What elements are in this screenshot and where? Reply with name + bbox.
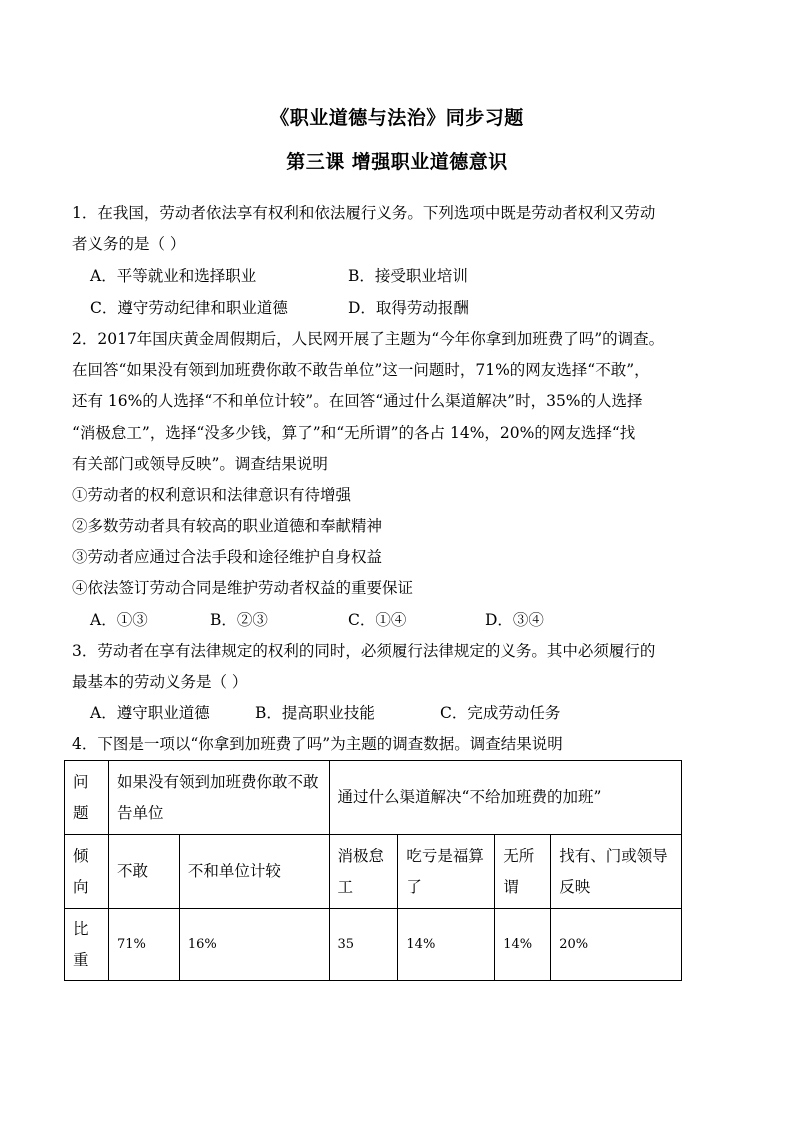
- survey-question-1: 如果没有领到加班费你敢不敢告单位: [108, 761, 329, 835]
- tendency-cell: 无所谓: [495, 835, 551, 909]
- row-label-question: 问题: [65, 761, 109, 835]
- proportion-cell: 71%: [108, 909, 179, 981]
- q4-stem: 4．下图是一项以“你拿到加班费了吗”为主题的调查数据。调查结果说明: [72, 735, 563, 753]
- proportion-cell: 14%: [398, 909, 495, 981]
- proportion-cell: 20%: [551, 909, 682, 981]
- document-title: 《职业道德与法治》同步习题: [270, 107, 524, 129]
- q3-option-c: C．完成劳动任务: [440, 704, 561, 722]
- q2-option-a: A．①③: [90, 611, 148, 629]
- q2-option-c: C．①④: [348, 611, 407, 629]
- q2-line1: 2．2017年国庆黄金周假期后，人民网开展了主题为“今年你拿到加班费了吗”的调查。: [72, 330, 665, 348]
- lesson-subtitle: 第三课 增强职业道德意识: [286, 151, 508, 173]
- q3-option-a: A．遵守职业道德: [90, 704, 210, 722]
- q1-option-c: C．遵守劳动纪律和职业道德: [90, 299, 288, 317]
- q2-line5: 有关部门或领导反映”。调查结果说明: [72, 455, 328, 473]
- q2-line4: “消极怠工”，选择“没多少钱，算了”和“无所谓”的各占 14%，20%的网友选择“找: [72, 424, 636, 442]
- q1-option-a: A．平等就业和选择职业: [90, 267, 257, 285]
- q2-line2: 在回答“如果没有领到加班费你敢不敢告单位”这一问题时，71%的网友选择“不敢”，: [72, 361, 650, 379]
- q1-stem-line1: 1．在我国，劳动者依法享有权利和依法履行义务。下列选项中既是劳动者权利又劳动: [72, 204, 656, 222]
- q1-option-b: B．接受职业培训: [348, 267, 468, 285]
- q3-line1: 3．劳动者在享有法律规定的权利的同时，必须履行法律规定的义务。其中必须履行的: [72, 642, 656, 660]
- q3-option-b: B．提高职业技能: [255, 704, 375, 722]
- q1-option-d: D．取得劳动报酬: [348, 299, 469, 317]
- table-row-tendency: [65, 835, 682, 909]
- proportion-cell: 35: [329, 909, 398, 981]
- survey-table: [64, 760, 682, 981]
- q2-statement-4: ④依法签订劳动合同是维护劳动者权益的重要保证: [72, 579, 414, 597]
- tendency-cell: 找有、门或领导反映: [551, 835, 682, 909]
- tendency-cell: 不敢: [108, 835, 179, 909]
- tendency-cell: 消极怠工: [329, 835, 398, 909]
- q2-line3: 还有 16%的人选择“不和单位计较”。在回答“通过什么渠道解决”时，35%的人选择: [72, 392, 643, 410]
- q1-stem-line2: 者义务的是（ ）: [72, 235, 186, 253]
- q2-option-d: D．③④: [485, 611, 544, 629]
- q3-line2: 最基本的劳动义务是（ ）: [72, 673, 248, 691]
- tendency-cell: 吃亏是福算了: [398, 835, 495, 909]
- q2-statement-2: ②多数劳动者具有较高的职业道德和奉献精神: [72, 517, 383, 535]
- q2-statement-1: ①劳动者的权利意识和法律意识有待增强: [72, 486, 352, 504]
- table-row-question: [65, 761, 682, 835]
- q2-option-b: B．②③: [210, 611, 268, 629]
- tendency-cell: 不和单位计较: [179, 835, 329, 909]
- proportion-cell: 14%: [495, 909, 551, 981]
- row-label-proportion: 比重: [65, 909, 109, 981]
- table-row-proportion: [65, 909, 682, 981]
- row-label-tendency: 倾向: [65, 835, 109, 909]
- survey-question-2: 通过什么渠道解决“不给加班费的加班”: [329, 761, 681, 835]
- proportion-cell: 16%: [179, 909, 329, 981]
- q2-statement-3: ③劳动者应通过合法手段和途径维护自身权益: [72, 548, 383, 566]
